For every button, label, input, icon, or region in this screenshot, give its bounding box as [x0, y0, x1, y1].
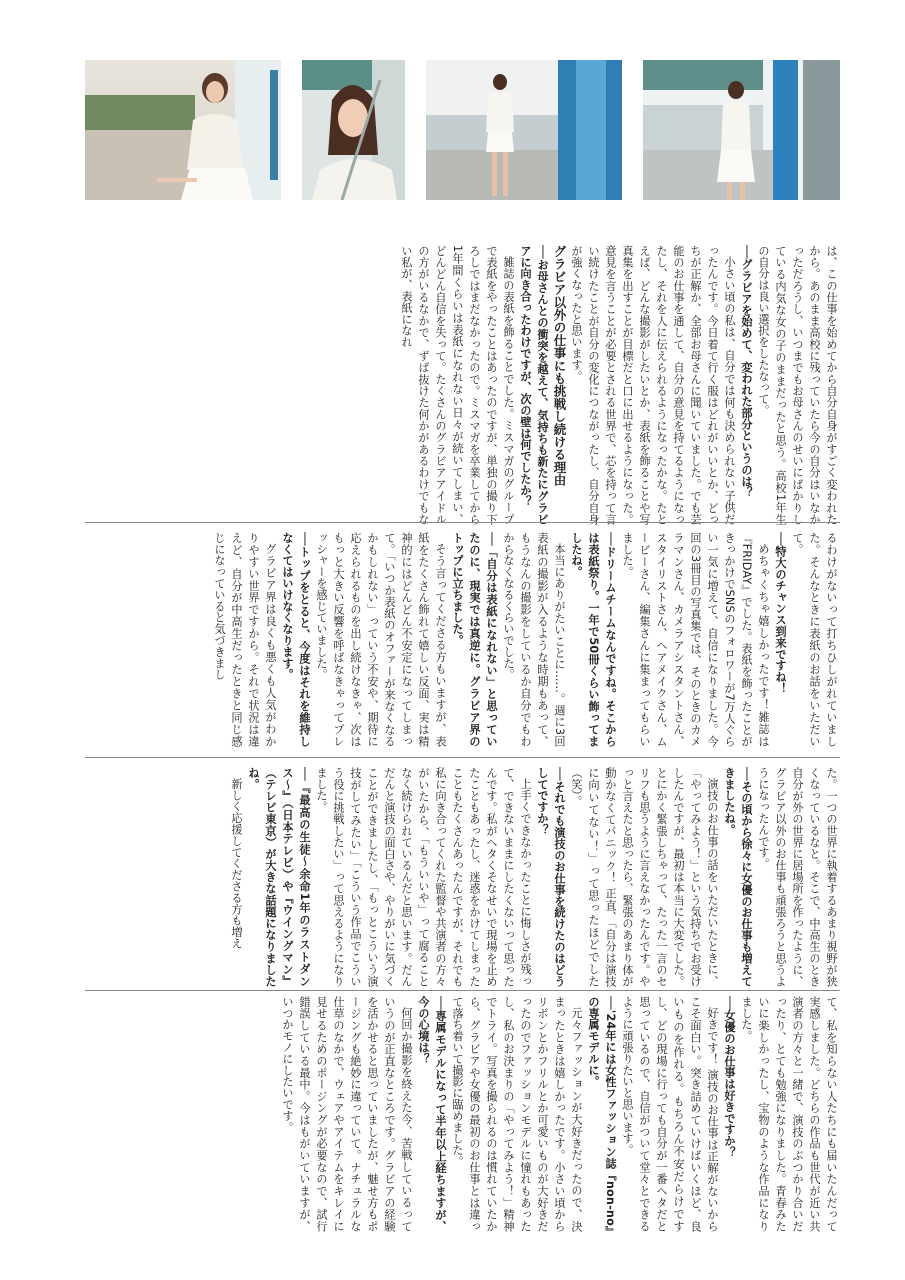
question: ──ドリームチームなんですね。そこからは表紙祭り。一年で50冊くらい飾ってましたね。 [570, 532, 617, 747]
article-band-4 [85, 996, 840, 1232]
article-band-2 [85, 532, 840, 747]
photo-woman-on-boat-1 [85, 60, 281, 200]
question: ──'24年には女性ファッション誌『non-no』の専属モデルに。 [587, 996, 617, 1232]
paragraph: 元々ファッションが大好きだったので、決まったときは嬉しかったです。小さい頃からリボンとかフリルとか可愛いものが大好きだったのでファッションモデルに憧れもあったし、私のお決まりの「やってみよう！」精神でトライ。写真を撮られるのは慣れていたから、グラビアや女優の最初のお仕事とは違って落ち着いて撮影に臨めました。 [451, 996, 583, 1232]
paragraph: 何回か撮影を終えた今、苦戦しているっていうのが正直なところです。グラビアの経験を活かせると思っていましたが、魅せ方もポージングも絶妙に違っていて。ナチュラルな仕草のなかで、ウェアやアイテムをキレイに見せるためのポージングが必要なので、試行錯誤している最中。今はもがいていますが、いつかモノにしたいです。 [281, 996, 413, 1232]
question: ──「自分は表紙になれない」と思っていたのに、現実では真逆に。グラビア界のトップに立ちました。 [451, 532, 498, 747]
section-heading: グラビア以外の仕事にも挑戦し続ける理由 [552, 245, 567, 487]
article-band-3 [85, 767, 840, 987]
question: ──専属モデルになって半年以上経ちますが、今の心境は？ [417, 996, 447, 1232]
paragraph: は、この仕事を始めてから自分自身がすごく変われたから。あのまま高校に残っていたら今の自分はいなかっただろうし、いつまでもお母さんのせいにばかりしている内気な女の子のままだったと思う。高校1年生の自分は良い選択をしたなって。 [757, 245, 838, 525]
paragraph: た。一つの世界に執着するあまり視野が狭くなっているなと。そこで、中高生のとき自分が外の世界に居場所を作ったように、グラビア以外のお仕事も頑張ろうと思うようになったんです。 [757, 767, 838, 987]
paragraph: グラビア界は良くも悪くも人気がわかりやすい世界ですから。それで状況は違えど、自分が中高生だったときと同じ感じになっていると気づきまし [213, 532, 277, 747]
divider [85, 757, 840, 758]
question: ──女優のお仕事は好きですか？ [723, 996, 736, 1159]
paragraph: 新しく応援してくださる方も増え [230, 778, 243, 950]
paragraph: 上手くできなかったことに悔しさが残って、できないままにしたくないって思ったんです。私がへタくそなせいで現場を止めたこともあったし、迷惑をかけてしまったこともたくさんあったんですが、それでも私に向き合ってくれた監督や共演者の方々がいたから、「もういいや」って腐ることなく続けられているんだと思います。だんだんと演技の面白さや、やりがいに気づくことができましたし、「もっとこういう演技がしてみたい」「こういう作品でこういう役に挑戦したい」って思えるようになりました。 [315, 767, 532, 987]
question: ──『最高の生徒〜余命1年のラストダンス〜』（日本テレビ）や『ウイングマン』（テレビ東京）が大きな話題になりましたね。 [247, 767, 311, 987]
question: ──トップをとると、今度はそれを維持しなくてはいけなくなります。 [281, 532, 311, 747]
photo-woman-smiling [302, 60, 405, 200]
article-band-1 [85, 245, 840, 525]
paragraph: めちゃくちゃ嬉しかったです！雑誌は『FRIDAY』でした。表紙を飾ったことがきっかけでSNSのフォロワーが7万人ぐらい一気に増えて、自信になりました。今回の3冊目の写真集では、そのときのカメラマンさん、カメラアシスタントさん、スタイリストさん、ヘアメイクさん、ムービーさん、編集さんに集まってもらいました。 [621, 532, 770, 747]
question: ──グラビアを始めて、変われた部分というのは？ [740, 245, 753, 499]
paragraph: て、私を知らない人たちにも届いたんだって実感しました。どちらの作品も世代が近い共演者の方々と一緒で、演技のぶつかり合いだったり、とても勉強になりました。青春みたいに楽しかったし、宝物のような作品になりました。 [740, 996, 838, 1232]
paragraph: そう言ってくださる方もいますが、表紙をたくさん飾れて嬉しい反面、実は精神的にはどんどん不安定になってしまって。「いつか表紙のオファーが来なくなるかもしれない」っていう不安や、期待に応えられるものを出し続けなきゃ、次はもっと大きい反響を呼ばなきゃってプレッシャーを感じていました。 [315, 532, 447, 747]
paragraph: 小さい頃の私は、自分では何も決められない子供だったんです。今日着て行く服はどれがいいとか、どっちが正解か、全部お母さんに聞いていました。でも芸能のお仕事を通して、自分の意見を持てるようになったし、それを人に伝えられるようになったかな。たとえば、どんな撮影がしたいとか、表紙を飾ることや写真集を出すことが目標だと口に出せるようになった。意見を言うことが必要とされる世界で、芯を持って言い続けたことが自分の変化につながったし、自分自身が強くなったと思います。 [570, 245, 736, 525]
question: ──その頃から徐々に女優のお仕事も増えてきましたね。 [723, 767, 753, 987]
paragraph: 演技のお仕事の話をいただいたときに、「やってみよう！」という気持ちでお受けしたんですが、最初は本当に大変でした。とにかく緊張しちゃって、たった一言のセリフも思うように言えなかったんです。やっと言えたと思ったら、緊張のあまり体が動かなくてパニック！ 正直、「自分は演技に向いてない！」って思ったほどでした（笑）。 [570, 767, 719, 987]
photo-woman-on-deck [426, 60, 622, 200]
divider [85, 522, 840, 523]
divider [85, 990, 840, 991]
question: ──それでも演技のお仕事を続けたのはどうしてですか？ [536, 767, 566, 987]
paragraph: 好きです！ 演技のお仕事は正解がないからこそ面白い。突き詰めていけばいくほど、良いものを作れる。もちろん不安だらけですし、どの現場に行っても自分が一番ヘタだと思っているので、自信がついて堂々とできるように頑張りたいと思います。 [621, 996, 719, 1232]
paragraph: 本当にありがたいことに……。週に3回表紙の撮影が入るような時期もあって、もうなんの撮影をしているか自分でもわからなくなるくらいでした。 [502, 532, 566, 747]
question: ──特大のチャンス到来ですね！ [774, 532, 787, 695]
paragraph: るわけがないって打ちひしがれていました。そんなときに表紙のお話をいただいて。 [791, 532, 838, 747]
photo-woman-by-window [643, 60, 840, 200]
paragraph: 雑誌の表紙を飾ることでした。ミスマガのグループで表紙をやったことはあったのですが、単独の撮り下ろしではまだなかったので。ミスマガを卒業してから1年間くらいは表紙になれない日々が続いてしまい、どんどん自信を失って。たくさんのグラビアアイドルの方がいるなかで、ずば抜けた何かがあるわけでもない私が、表紙になれ [400, 245, 515, 525]
question: ──お母さんとの衝突を越えて、気持ちも新たにグラビアに向き合ったわけですが、次の壁は何でしたか？ [519, 245, 549, 525]
